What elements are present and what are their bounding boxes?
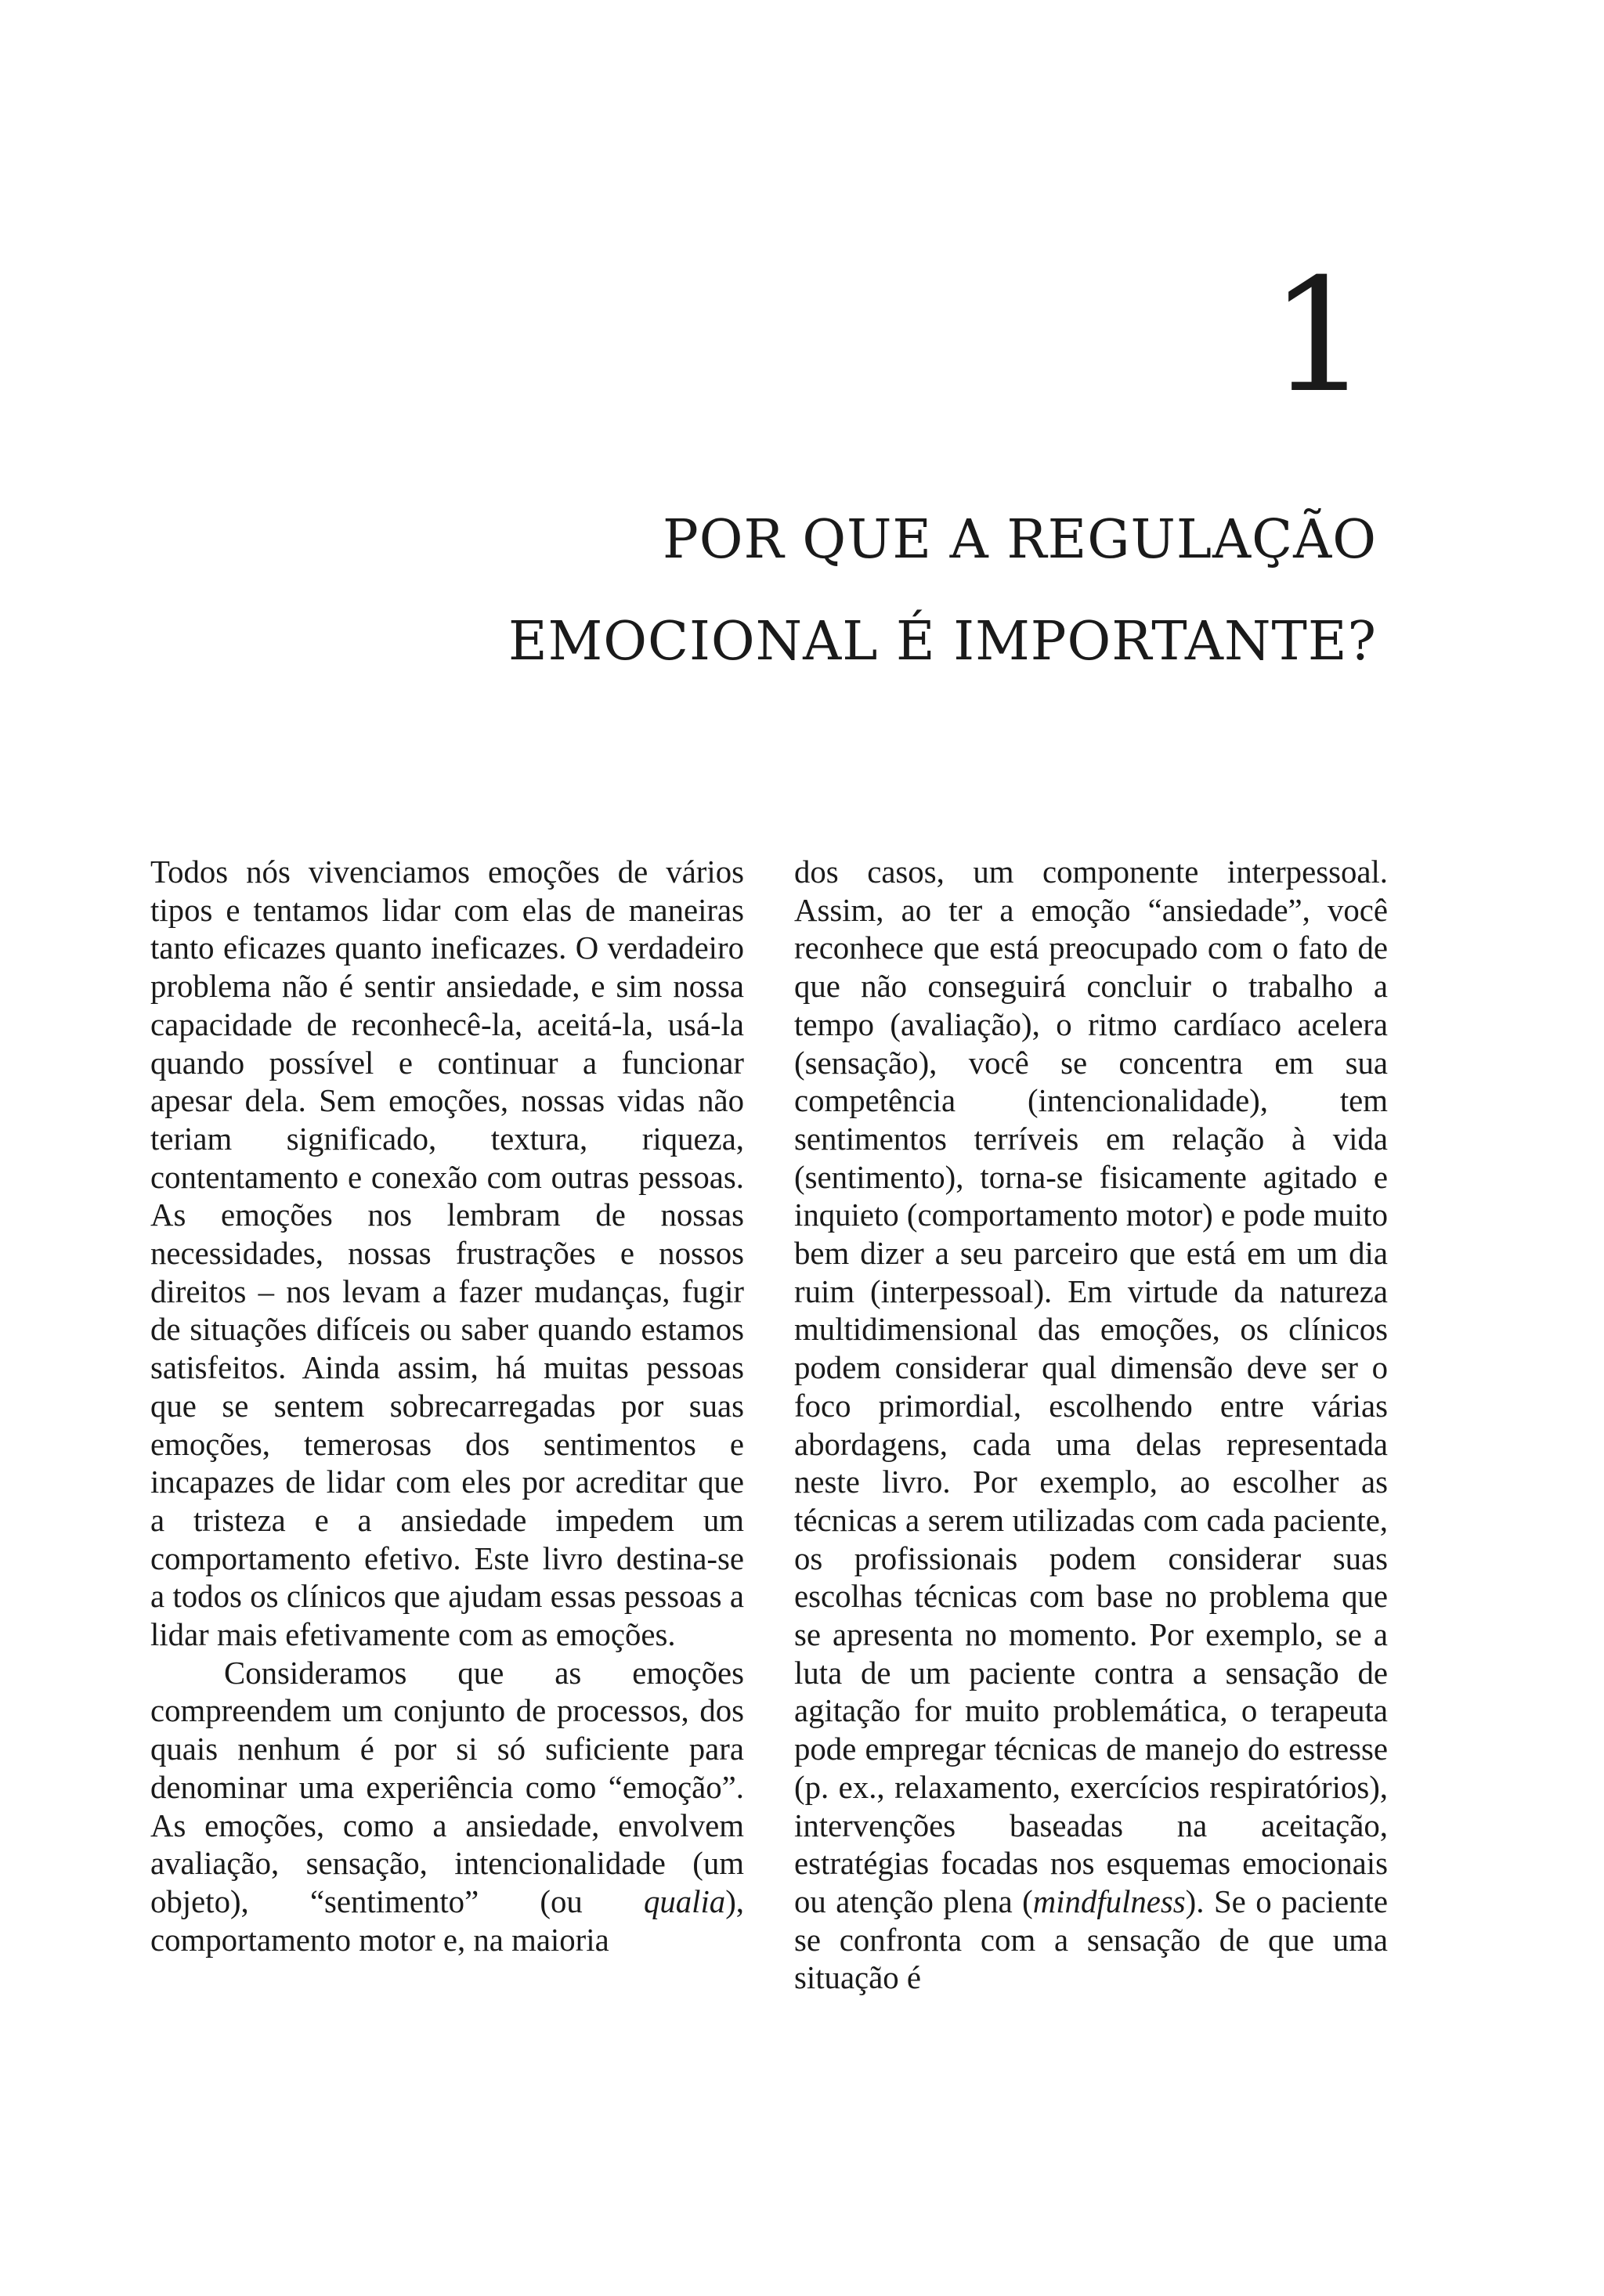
- chapter-title-line-1: POR QUE A REGULAÇÃO: [663, 509, 1377, 571]
- paragraph-2-continued-italic-term: mindfulness: [1032, 1883, 1186, 1919]
- paragraph-2-italic-term: qualia: [643, 1883, 726, 1919]
- paragraph-2-continued-text-b: ). Se o paciente se confronta com a sensação de que uma situação é: [794, 1883, 1388, 1996]
- paragraph-2-text-a: Consideramos que as emoções compreendem um conjunto de processos, dos quais nenhum é por si só suficiente para denominar uma experiência como “emoção”. As emoções, como a ansiedade, envolvem avaliação, sensação, intencionalidade (um objeto), “sentimento” (ou: [150, 1655, 744, 1919]
- paragraph-2-continued: [794, 854, 1388, 1998]
- paragraph-2-text-b: ), comportamento motor e, na maioria: [150, 1883, 744, 1958]
- paragraph-1: Todos nós vivenciamos emoções de vários tipos e tentamos lidar com elas de maneiras tanto eficazes quanto ineficazes. O verdadeiro problema não é sentir ansiedade, e sim nossa capacidade de reconhecê-la, aceitá-la, usá-la quando possível e continuar a funcionar apesar dela. Sem emoções, nossas vidas não teriam significado, textura, riqueza, contentamento e conexão com outras pessoas. As emoções nos lembram de nossas necessidades, nossas frustrações e nossos direitos – nos levam a fazer mudanças, fugir de situações difíceis ou saber quando estamos satisfeitos. Ainda assim, há muitas pessoas que se sentem sobrecarregadas por suas emoções, temerosas dos sentimentos e incapazes de lidar com eles por acreditar que a tristeza e a ansiedade impedem um comportamento efetivo. Este livro destina-se a todos os clínicos que ajudam essas pessoas a lidar mais efetivamente com as emoções.: [150, 854, 744, 1653]
- chapter-title-line-2: EMOCIONAL É IMPORTANTE?: [508, 611, 1377, 673]
- right-column: [794, 854, 1388, 1998]
- chapter-number: 1: [1269, 245, 1369, 428]
- left-column: [150, 854, 744, 1959]
- paragraph-2-continued-text-a: dos casos, um componente interpessoal. Assim, ao ter a emoção “ansiedade”, você reconhece que está preocupado com o fato de que não conseguirá concluir o trabalho a tempo (avaliação), o ritmo cardíaco acelera (sensação), você se concentra em sua competência (intencionalidade), tem sentimentos terríveis em relação à vida (sentimento), torna-se fisicamente agitado e inquieto (comportamento motor) e pode muito bem dizer a seu parceiro que está em um dia ruim (interpessoal). Em virtude da natureza multidimensional das emoções, os clínicos podem considerar qual dimensão deve ser o foco primordial, escolhendo entre várias abordagens, cada uma delas representada neste livro. Por exemplo, ao escolher as técnicas a serem utilizadas com cada paciente, os profissionais podem considerar suas escolhas técnicas com base no problema que se apresenta no momento. Por exemplo, se a luta de um paciente contra a sensação de agitação for muito problemática, o terapeuta pode empregar técnicas de manejo do estresse (p. ex., relaxamento, exercícios respiratórios), intervenções baseadas na aceitação, estratégias focadas nos esquemas emocionais ou atenção plena (: [794, 854, 1388, 1919]
- chapter-title: [202, 489, 1377, 693]
- paragraph-2: [150, 1655, 744, 1960]
